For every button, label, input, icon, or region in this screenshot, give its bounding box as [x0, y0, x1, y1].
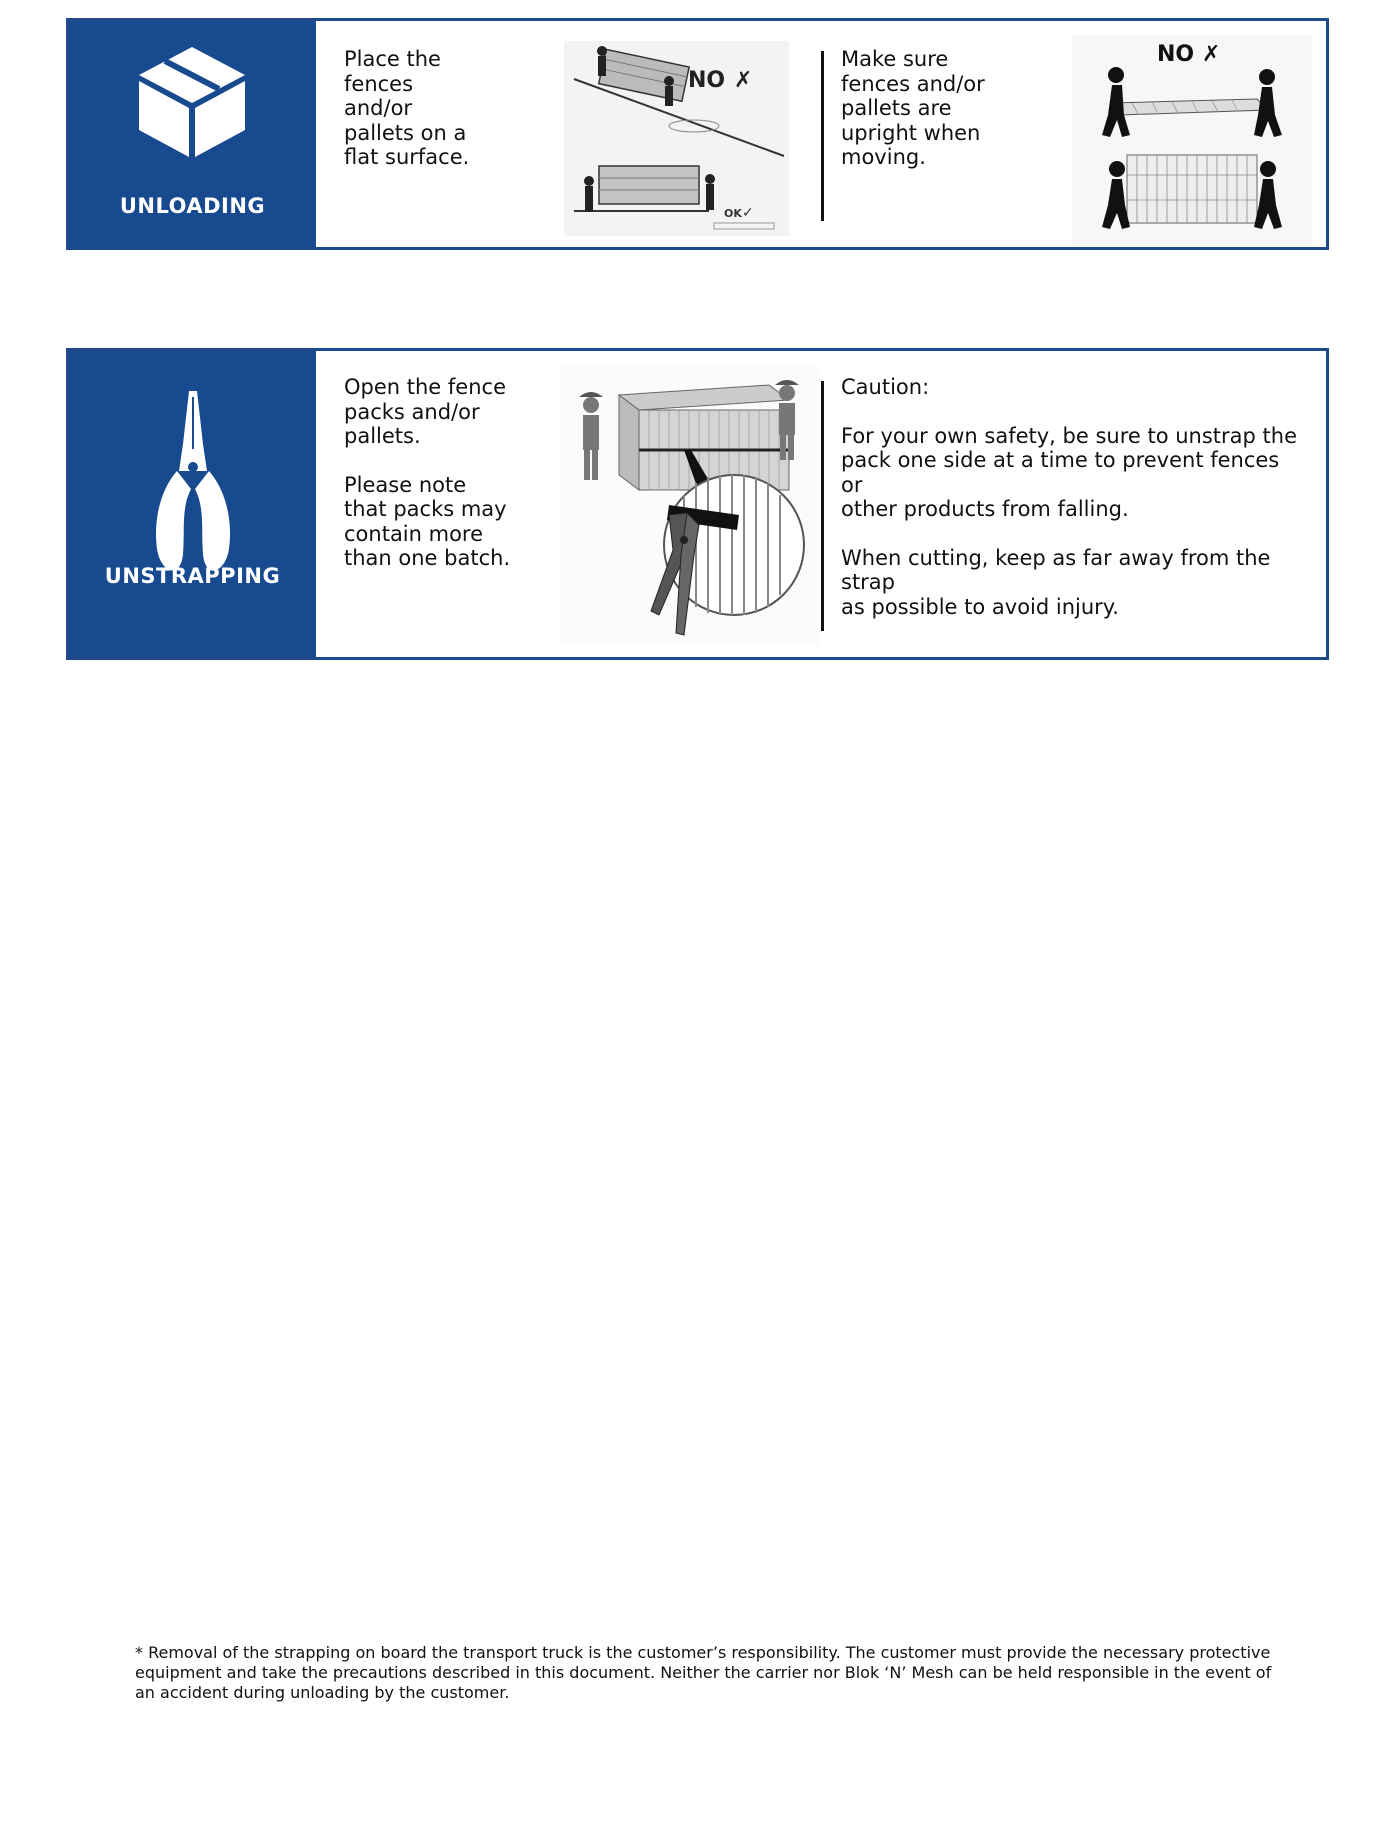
upright-moving-illustration — [1072, 35, 1312, 245]
svg-text:✗: ✗ — [734, 68, 753, 93]
footnote: * Removal of the strapping on board the transport truck is the customer’s responsibility. The customer must provide the necessary protective equipment and take the precautions described in this document. Neither the carrier nor Blok ‘N’ Mesh can be held responsible in the event of an accident during unloading by the customer. — [135, 1643, 1272, 1702]
unloading-step2-text: Make sure fences and/or pallets are upright when moving. — [841, 47, 985, 169]
unstrapping-divider — [821, 381, 824, 631]
unloading-step1-text: Place the fences and/or pallets on a flat surface. — [344, 47, 470, 169]
caution-paragraph-2: When cutting, keep as far away from the strap as possible to avoid injury. — [841, 545, 1271, 619]
svg-text:✓: ✓ — [742, 205, 754, 221]
unloading-section — [66, 18, 1329, 250]
flat-good-label: OK — [724, 207, 742, 220]
caution-heading: Caution: — [841, 375, 930, 399]
unstrapping-step1-text: Open the fence packs and/or pallets. Please note that packs may contain more than one batch. — [344, 375, 511, 570]
unloading-divider — [821, 51, 824, 221]
unloading-sidebar — [69, 21, 316, 247]
flat-surface-illustration — [564, 41, 789, 236]
pliers-icon — [151, 389, 236, 584]
unloading-title: UNLOADING — [119, 194, 266, 218]
caution-paragraph-1: For your own safety, be sure to unstrap the pack one side at a time to prevent fences or other products from falling. — [841, 423, 1297, 521]
unstrapping-section — [66, 348, 1329, 660]
cutting-strap-illustration — [559, 365, 819, 645]
upright-bad-label: NO — [1157, 42, 1195, 67]
unstrapping-sidebar — [69, 351, 316, 657]
unstrapping-title: UNSTRAPPING — [104, 564, 281, 588]
caution-text — [841, 375, 1301, 619]
svg-text:✗: ✗ — [1202, 42, 1221, 67]
flat-bad-label: NO — [688, 68, 726, 93]
box-icon — [135, 41, 250, 159]
